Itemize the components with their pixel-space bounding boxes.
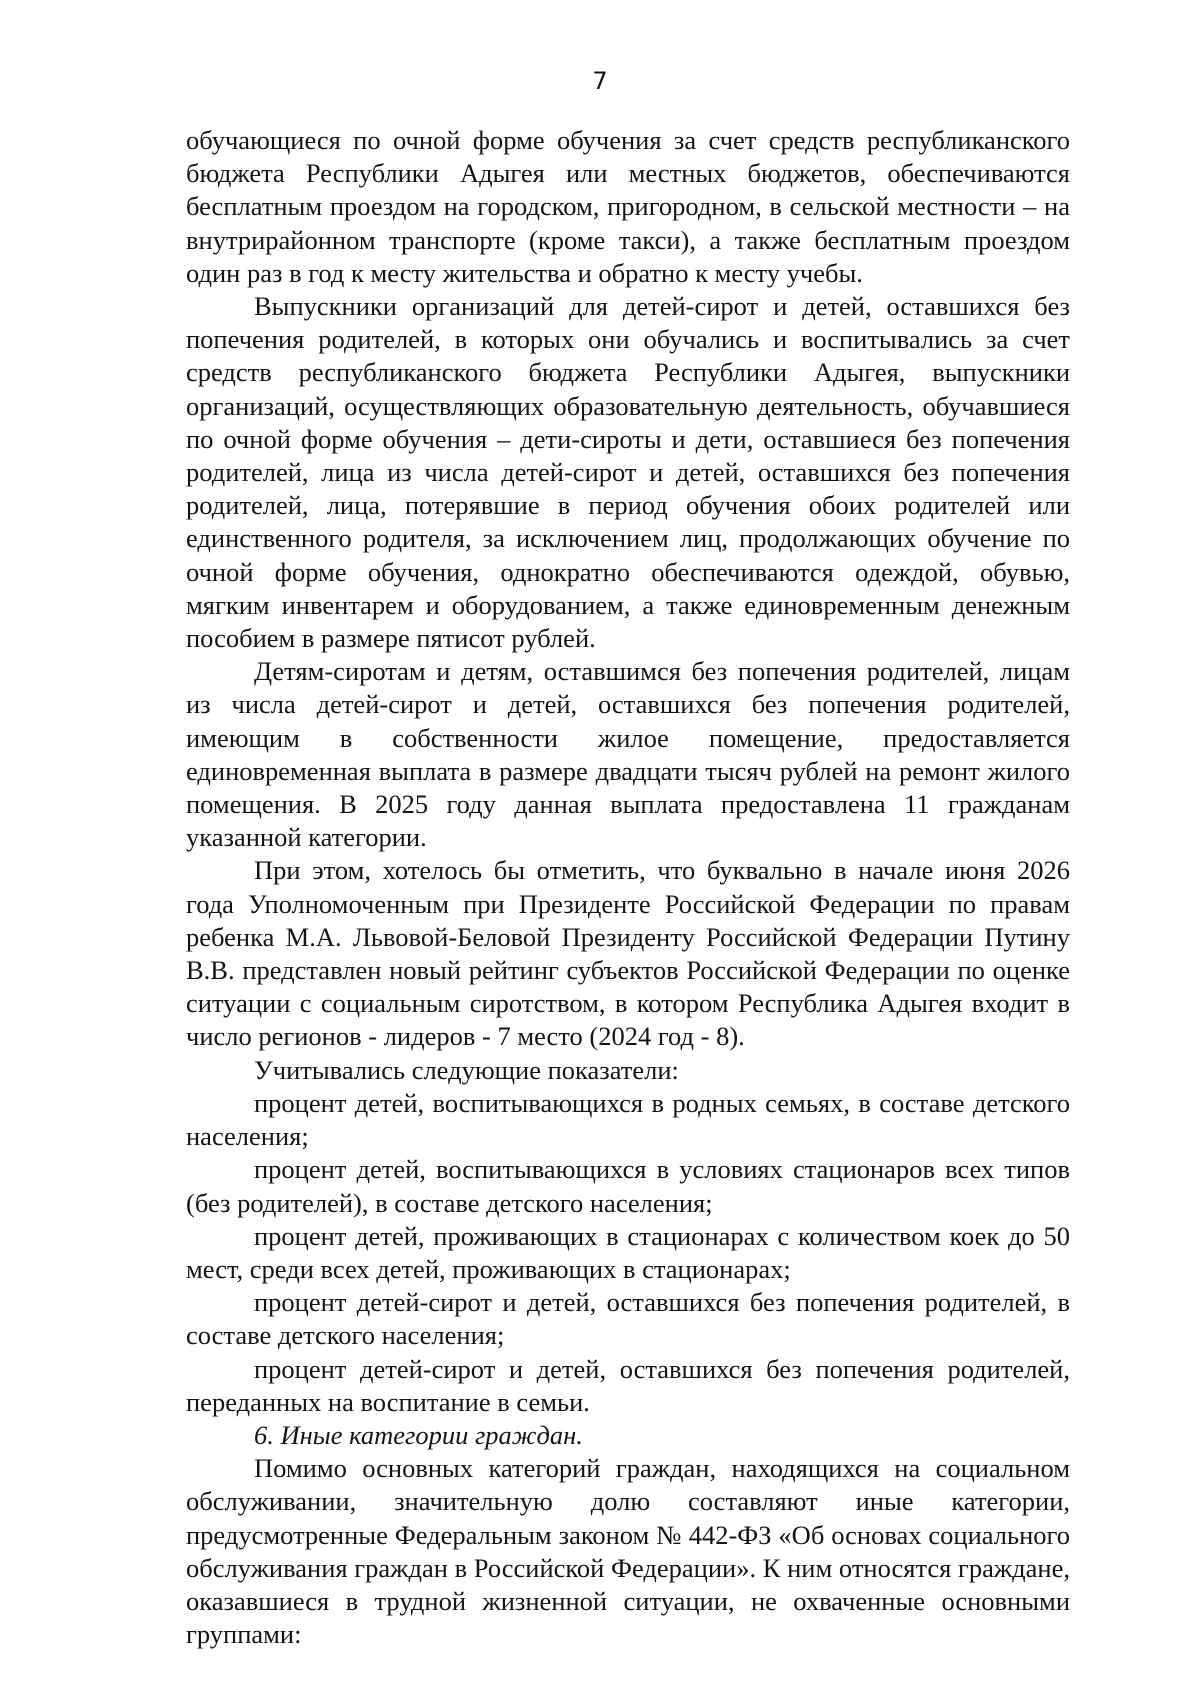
indicator-item: процент детей, проживающих в стационарах с количеством коек до 50 мест, среди всех детей, проживающих в стационарах; — [186, 1220, 1070, 1284]
indicator-item: процент детей, воспитывающихся в условиях стационаров всех типов (без родителей), в составе детского населения; — [186, 1154, 1070, 1218]
document-body — [186, 124, 1070, 1651]
paragraph-continuation: обучающиеся по очной форме обучения за счет средств республиканского бюджета Республики Адыгея или местных бюджетов, обеспечиваются бесплатным проездом на городском, пригородном, в сельской местности – на внутрирайонном транспорте (кроме такси), а также бесплатным проездом один раз в год к месту жительства и обратно к месту учебы. — [186, 125, 1070, 288]
indicator-item: процент детей-сирот и детей, оставшихся без попечения родителей, переданных на воспитание в семьи. — [186, 1353, 1070, 1417]
paragraph-other-categories: Помимо основных категорий граждан, находящихся на социальном обслуживании, значительную долю составляют иные категории, предусмотренные Федеральным законом № 442-ФЗ «Об основах социального обслуживания граждан в Российской Федерации». К ним относятся граждане, оказавшиеся в трудной жизненной ситуации, не охваченные основными группами: — [186, 1453, 1070, 1650]
paragraph-rating: При этом, хотелось бы отметить, что буквально в начале июня 2026 года Уполномоченным при Президенте Российской Федерации по правам ребенка М.А. Львовой-Беловой Президенту Российской Федерации Путину В.В. представлен новый рейтинг субъектов Российской Федерации по оценке ситуации с социальным сиротством, в котором Республика Адыгея входит в число регионов - лидеров - 7 место (2024 год - 8). — [186, 855, 1070, 1052]
paragraph-housing-payment: Детям-сиротам и детям, оставшимся без попечения родителей, лицам из числа детей-сирот и детей, оставшихся без попечения родителей, имеющим в собственности жилое помещение, предоставляется единовременная выплата в размере двадцати тысяч рублей на ремонт жилого помещения. В 2025 году данная выплата предоставлена 11 гражданам указанной категории. — [186, 656, 1070, 853]
paragraph-graduates: Выпускники организаций для детей-сирот и детей, оставшихся без попечения родителей, в которых они обучались и воспитывались за счет средств республиканского бюджета Республики Адыгея, выпускники организаций, осуществляющих образовательную деятельность, обучавшиеся по очной форме обучения – дети-сироты и дети, оставшиеся без попечения родителей, лица из числа детей-сирот и детей, оставшихся без попечения родителей, лица, потерявшие в период обучения обоих родителей или единственного родителя, за исключением лиц, продолжающих обучение по очной форме обучения, однократно обеспечиваются одеждой, обувью, мягким инвентарем и оборудованием, а также единовременным денежным пособием в размере пятисот рублей. — [186, 291, 1070, 654]
page-number: 7 — [592, 67, 608, 95]
section-heading: 6. Иные категории граждан. — [254, 1419, 583, 1450]
indicator-item: процент детей-сирот и детей, оставшихся без попечения родителей, в составе детского населения; — [186, 1287, 1070, 1351]
indicator-item: процент детей, воспитывающихся в родных семьях, в составе детского населения; — [186, 1087, 1070, 1152]
paragraph-indicators-intro: Учитывались следующие показатели: — [254, 1054, 679, 1085]
